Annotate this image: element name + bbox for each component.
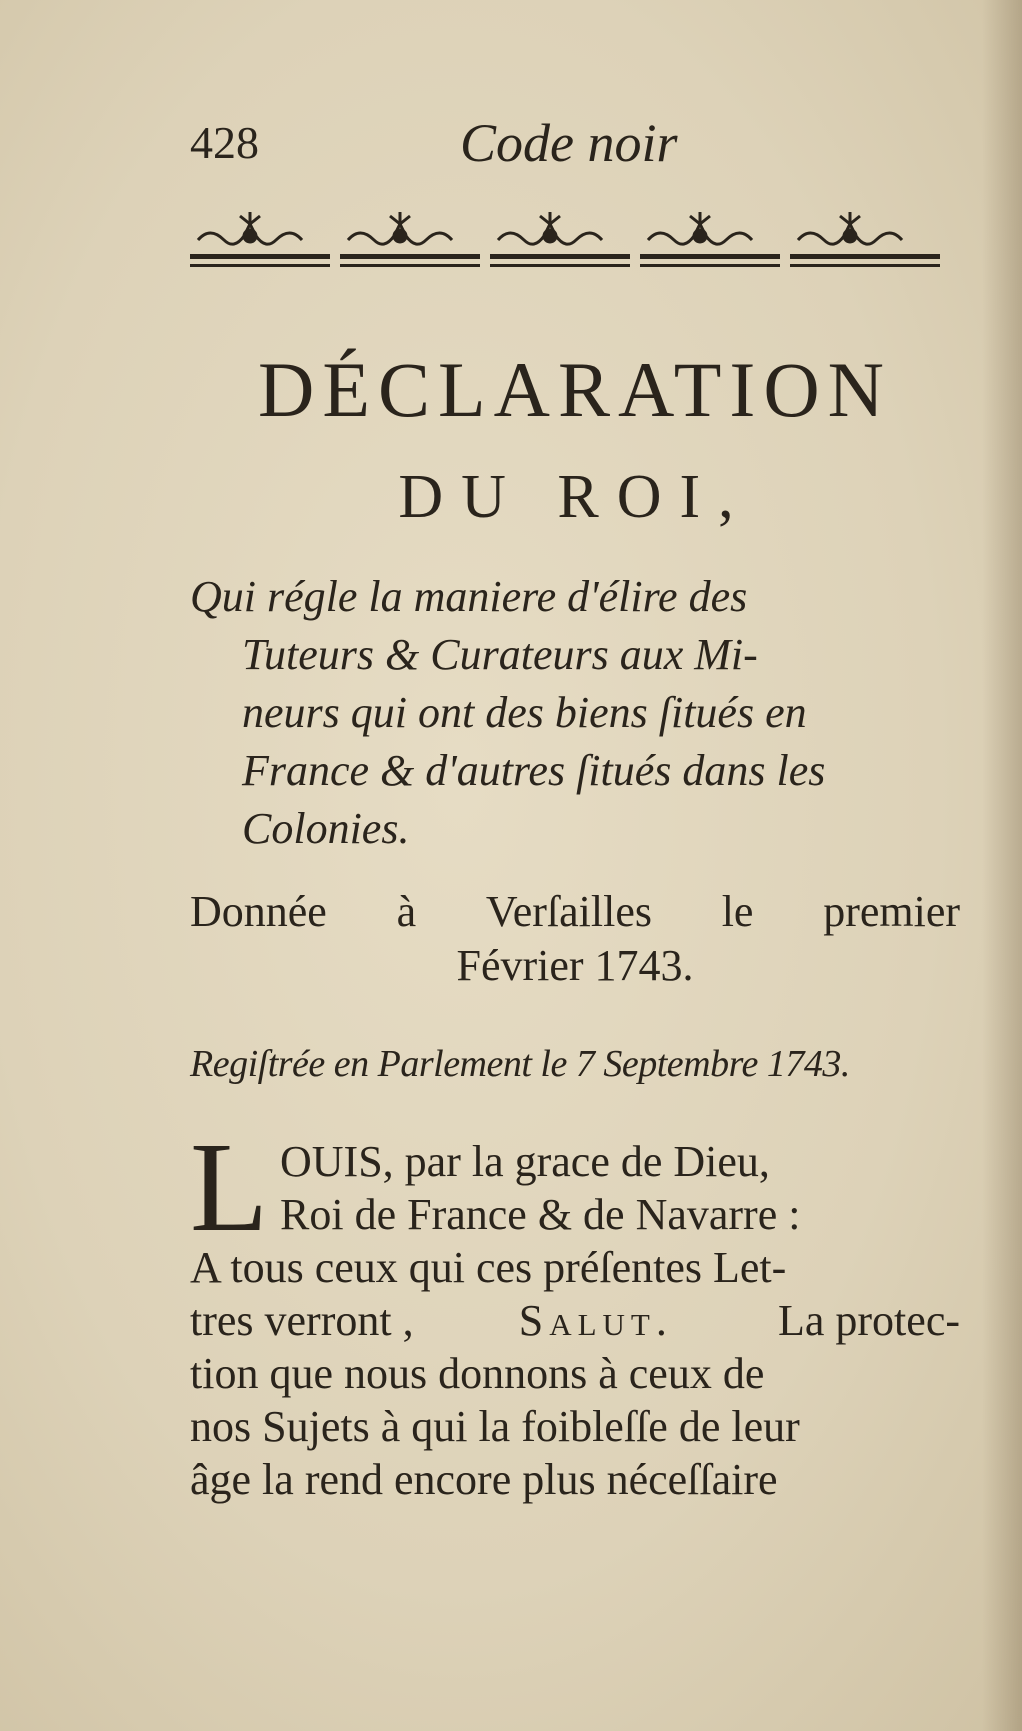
body-line-text: OUIS, par la grace de Dieu, <box>280 1137 770 1186</box>
body-line-text: La protec- <box>778 1296 960 1345</box>
body-line-text: tion que nous donnons à ceux de <box>190 1349 765 1398</box>
body-line-text: nos Sujets à qui la foibleſſe de leur <box>190 1402 800 1451</box>
given-word: à <box>396 887 417 936</box>
given-date: Février 1743. <box>456 941 694 990</box>
summary-line: Qui régle la maniere d'élire des <box>190 572 748 621</box>
body-line <box>190 1188 960 1241</box>
given-line-1 <box>190 885 960 939</box>
summary-line: neurs qui ont des biens ſitués en <box>242 688 807 737</box>
body-line <box>190 1400 960 1453</box>
body-line-text: Roi de France & de Navarre : <box>280 1190 801 1239</box>
body-line-text: tres verront , <box>190 1296 414 1345</box>
summary-line: France & d'autres ſitués dans les <box>242 746 826 795</box>
body-line <box>190 1294 960 1347</box>
running-header <box>190 108 960 178</box>
given-at-versailles <box>190 885 960 993</box>
ornament-band-icon <box>190 210 960 290</box>
body-line-text: âge la rend encore plus néceſſaire <box>190 1455 778 1504</box>
running-title: Code noir <box>460 113 678 173</box>
declaration-summary <box>190 568 960 858</box>
drop-cap: L <box>190 1116 269 1258</box>
body-text <box>190 1116 960 1506</box>
body-line <box>190 1241 960 1294</box>
body-line <box>190 1135 960 1188</box>
given-word: premier <box>823 887 960 936</box>
declaration-subtitle: DU ROI, <box>398 463 752 531</box>
registration-note: Regiſtrée en Parlement le 7 Septembre 1743. <box>190 1043 850 1085</box>
given-word: Verſailles <box>485 887 652 936</box>
body-line <box>190 1453 960 1506</box>
body-line-text: A tous ceux qui ces préſentes Let- <box>190 1243 787 1292</box>
declaration-title: DÉCLARATION <box>258 346 892 433</box>
salut-word: Salut. <box>518 1296 673 1345</box>
page-number: 428 <box>190 117 259 168</box>
summary-line: Colonies. <box>242 804 410 853</box>
body-line <box>190 1347 960 1400</box>
summary-line: Tuteurs & Curateurs aux Mi- <box>242 630 758 679</box>
given-word: le <box>721 887 754 936</box>
given-word: Donnée <box>190 887 327 936</box>
page-gutter-shadow <box>982 0 1022 1731</box>
